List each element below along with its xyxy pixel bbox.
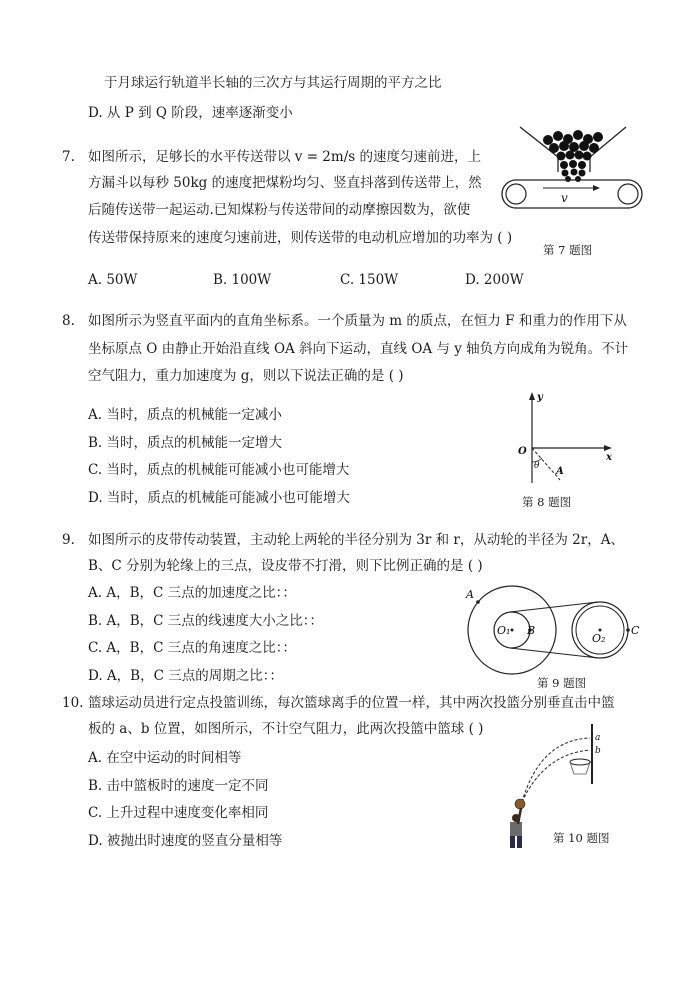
q9-caption: 第 9 题图: [537, 676, 587, 690]
q8-option-d: D. 当时，质点的机械能可能减小也可能增大: [88, 490, 350, 506]
q8-fig-theta-label: θ: [534, 461, 540, 471]
q8-fig-o-label: O: [518, 446, 527, 457]
q8-option-b: B. 当时，质点的机械能一定增大: [88, 435, 283, 451]
q8-option-c: C. 当时，质点的机械能可能减小也可能增大: [88, 462, 350, 478]
q10-option-c: C. 上升过程中速度变化率相同: [88, 805, 269, 821]
q10-caption: 第 10 题图: [553, 831, 610, 845]
q8-fig-y-label: y: [537, 392, 543, 403]
q7-fig-v-label: v: [561, 191, 568, 205]
q8-line-3: 空气阻力，重力加速度为 g，则以下说法正确的是 ( ): [88, 368, 404, 384]
q9-fig-o2-label: O₂: [592, 632, 606, 645]
q9-fig-b-label: B: [527, 624, 536, 637]
q7-option-d: D. 200W: [465, 272, 524, 288]
q10-line-1: 篮球运动员进行定点投篮训练，每次篮球离手的位置一样，其中两次投篮分别垂直击中篮: [88, 695, 615, 711]
q9-fig-a-label: A: [466, 588, 474, 601]
q10-option-a: A. 在空中运动的时间相等: [88, 750, 242, 766]
q6-continuation: 于月球运行轨道半长轴的三次方与其运行周期的平方之比: [104, 75, 442, 91]
q7-number: 7.: [62, 149, 75, 165]
q7-line-1: 如图所示，足够长的水平传送带以 v = 2m/s 的速度匀速前进，上: [88, 149, 481, 165]
q10-number: 10.: [62, 695, 84, 711]
q10-option-b: B. 击中篮板时的速度一定不同: [88, 778, 269, 794]
q9-line-1: 如图所示的皮带传动装置，主动轮上两轮的半径分别为 3r 和 r，从动轮的半径为 2r，A、: [88, 532, 624, 548]
q8-caption: 第 8 题图: [522, 495, 572, 509]
q8-fig-a-label: A: [556, 466, 564, 477]
q9-option-d: D. A，B，C 三点的周期之比：：: [88, 668, 283, 684]
q9-fig-c-label: C: [631, 624, 640, 637]
q9-option-a: A. A，B，C 三点的加速度之比：：: [88, 585, 296, 601]
q7-caption: 第 7 题图: [543, 243, 593, 257]
q7-options: [88, 270, 548, 290]
q8-axes-figure: [508, 388, 618, 488]
q8-line-1: 如图所示为竖直平面内的直角坐标系。一个质量为 m 的质点，在恒力 F 和重力的作用下从: [88, 313, 627, 329]
q8-number: 8.: [62, 313, 75, 329]
q6-option-d: D. 从 P 到 Q 阶段，速率逐渐变小: [88, 105, 293, 121]
q7-option-a: A. 50W: [88, 272, 138, 288]
q9-line-2: B、C 分别为轮缘上的三点，设皮带不打滑，则下比例正确的是 ( ): [88, 558, 483, 574]
q9-number: 9.: [62, 532, 75, 548]
q10-line-2: 板的 a、b 位置，如图所示，不计空气阻力，此两次投篮中篮球 ( ): [88, 721, 484, 737]
q9-option-c: C. A，B，C 三点的角速度之比：：: [88, 640, 296, 656]
q8-fig-x-label: x: [606, 452, 612, 463]
q9-belt-drive-figure: [460, 580, 650, 680]
q7-line-4: 传送带保持原来的速度匀速前进，则传送带的电动机应增加的功率为 ( ): [88, 230, 513, 246]
q7-option-c: C. 150W: [340, 272, 399, 288]
q7-option-b: B. 100W: [213, 272, 272, 288]
q9-option-b: B. A，B，C 三点的线速度大小之比：：: [88, 613, 324, 629]
q7-line-3: 后随传送带一起运动.已知煤粉与传送带间的动摩擦因数为，欲使: [88, 202, 471, 218]
q10-option-d: D. 被抛出时速度的竖直分量相等: [88, 833, 283, 849]
q10-fig-a-label: a: [595, 733, 601, 743]
q7-conveyor-figure: [498, 122, 648, 242]
q8-line-2: 坐标原点 O 由静止开始沿直线 OA 斜向下运动，直线 OA 与 y 轴负方向成角为锐角。不计: [88, 341, 629, 357]
q9-fig-o1-label: O₁: [497, 624, 511, 637]
q10-fig-b-label: b: [595, 746, 601, 756]
q8-option-a: A. 当时，质点的机械能一定减小: [88, 407, 282, 423]
q7-line-2: 方漏斗以每秒 50kg 的速度把煤粉均匀、竖直抖落到传送带上，然: [88, 175, 482, 191]
